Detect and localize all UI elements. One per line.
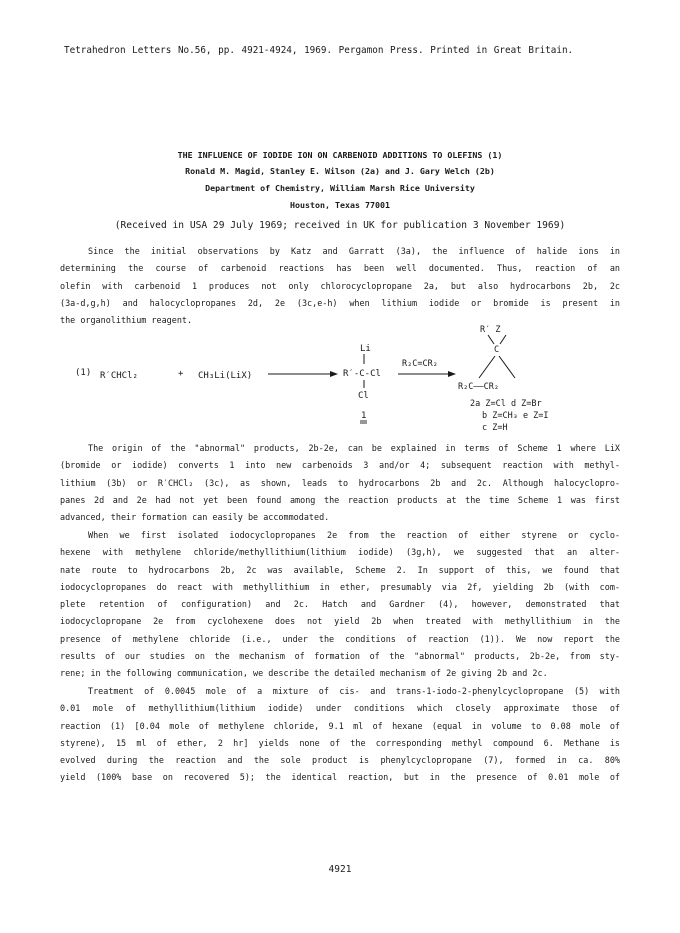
product-legend-b: b Z=CH₃ e Z=I [482,411,549,421]
text-line: iodocyclopropane 2e from cyclohexene does not yield 2b when treated with methyllithium in the [60,616,620,627]
text-line: results of our studies on the mechanism of formation of the "abnormal" products, 2b-2e, from sty- [60,651,620,662]
ring-bond-left [479,356,495,378]
product-legend-a: 2a Z=Cl d Z=Br [470,399,542,409]
paragraph-intro [60,243,620,329]
received-dates: (Received in USA 29 July 1969; received in UK for publication 3 November 1969) [114,220,566,231]
product-carbon: C [494,345,500,355]
text-line: Since the initial observations by Katz and Garratt (3a), the influence of halide ions in [88,246,620,256]
plus-sign: + [178,369,184,379]
product-substituents: R′ Z [480,325,501,335]
ring-bond-right [499,356,515,378]
text-line: plete retention of configuration) and 2c. Hatch and Gardner (4), however, demonstrated that [60,599,620,610]
text-line: yield (100% base on recovered 5); the identical reaction, but in the presence of 0.01 mole of [60,772,620,783]
carbenoid-li: Li [360,344,371,354]
paragraph-iodocyclopropanes [60,527,620,683]
author-list: Ronald M. Magid, Stanley E. Wilson (2a) and J. Gary Welch (2b) [185,166,495,176]
text-line: the organolithium reagent. [60,315,193,326]
text-line: 0.01 mole of methyllithium(lithium iodide) under conditions which closely approximate those of [60,703,620,714]
text-line: evolved during the reaction and the sole product is phenylcyclopropane (7), formed in ca. 80% [60,755,620,766]
text-line: nate route to hydrocarbons 2b, 2c was available, Scheme 2. In support of this, we found that [60,564,620,575]
paragraph-origin [60,440,620,526]
text-line: reaction (1) [0.04 mole of methylene chloride, 9.1 ml of hexane (equal in volume to 0.08 mole of [60,720,620,731]
cyclopropane-base: R₂C——CR₂ [458,382,499,392]
compound-number-1: 1 [361,411,367,421]
carbenoid-1: R′-C-Cl [343,369,381,379]
arrowhead-2 [448,371,456,377]
reaction-label: (1) [75,368,92,378]
reactant-dichloride: R′CHCl₂ [100,371,138,381]
bond-z [500,335,506,344]
text-line: (bromide or iodide) converts 1 into new carbenoids 3 and/or 4; subsequent reaction with methyl- [60,460,620,471]
text-line: presence of methylene chloride (i.e., under the conditions of reaction (1)). We now report the [60,633,620,644]
text-line: lithium (3b) or R′CHCl₂ (3c), as shown, leads to hydrocarbons 2b and 2c. Although halocyclopro- [60,477,620,488]
paragraph-treatment [60,683,620,787]
text-line: When we first isolated iodocyclopropanes 2e from the reaction of either styrene or cyclo- [88,530,620,540]
carbenoid-cl: Cl [358,391,369,401]
text-line: Treatment of 0.0045 mole of a mixture of cis- and trans-1-iodo-2-phenylcyclopropane (5) with [88,686,620,696]
text-line: styrene), 15 ml of ether, 2 hr] yields none of the corresponding methyl compound 6. Methane is [60,737,620,748]
reactant-methyllithium: CH₃Li(LiX) [198,371,253,381]
running-header: Tetrahedron Letters No.56, pp. 4921-4924, 1969. Pergamon Press. Printed in Great Britain. [64,45,574,56]
page-number: 4921 [328,864,352,875]
text-line: olefin with carbenoid 1 produces not only chlorocyclopropane 2a, but also hydrocarbons 2b, 2c [60,280,620,291]
text-line: panes 2d and 2e had not yet been found among the reaction products at the time Scheme 1 was first [60,494,620,505]
reaction-scheme-1 [0,320,680,442]
text-line: rene; in the following communication, we describe the detailed mechanism of 2e giving 2b and 2c. [60,668,548,679]
text-line: determining the course of carbenoid reactions has been well documented. Thus, reaction of an [60,263,620,274]
bond-r [488,335,494,344]
text-line: iodocyclopropanes do react with methyllithium in ether, presumably via 2f, yielding 2b (with com- [60,581,620,592]
olefin-reagent: R₂C=CR₂ [402,359,438,369]
product-legend-c: c Z=H [482,423,508,433]
text-line: The origin of the "abnormal" products, 2b-2e, can be explained in terms of Scheme 1 where LiX [88,443,620,453]
text-line: hexene with methylene chloride/methyllithium(lithium iodide) (3g,h), we suggested that an alter- [60,547,620,558]
affiliation: Department of Chemistry, William Marsh Rice University [205,183,475,193]
paper-title: THE INFLUENCE OF IODIDE ION ON CARBENOID ADDITIONS TO OLEFINS (1) [177,150,503,160]
text-line: advanced, their formation can easily be accommodated. [60,512,330,523]
location: Houston, Texas 77001 [290,200,390,210]
arrowhead-1 [330,371,338,377]
text-line: (3a-d,g,h) and halocyclopropanes 2d, 2e (3c,e-h) when lithium iodide or bromide is present in [60,297,620,308]
